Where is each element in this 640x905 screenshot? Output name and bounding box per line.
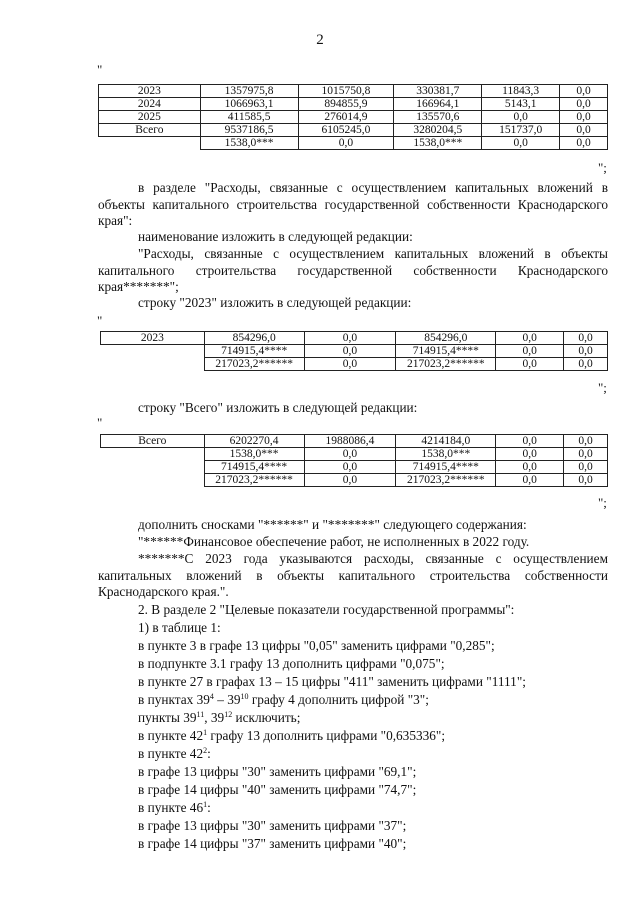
table-cell: 0,0 [304,358,396,371]
paragraph: наименование изложить в следующей редакции: [138,229,413,244]
table-cell: 0,0 [496,474,564,487]
paragraph: дополнить сносками "******" и "*******" следующего содержания: [138,517,527,532]
table-1 [98,84,608,150]
superscript: 1 [203,728,208,737]
table-3 [100,434,608,487]
table-cell: 0,0 [304,448,396,461]
paragraph: в подпункте 3.1 графу 13 дополнить цифрами "0,075"; [138,656,445,671]
paragraph: в графе 14 цифры "37" заменить цифрами "40"; [138,836,407,851]
table-row [101,474,608,487]
table-row [101,448,608,461]
table-cell: 1538,0*** [394,137,482,150]
table-cell: 0,0 [304,332,396,345]
text: в пункте 42 [138,728,204,743]
table-cell: Всего [101,435,205,448]
table-cell: 0,0 [560,124,608,137]
superscript: 1 [203,800,208,809]
table-row [101,435,608,448]
table-row [101,332,608,345]
paragraph: "******Финансовое обеспечение работ, не исполненных в 2022 году. [138,534,530,549]
close-quote: "; [598,495,607,510]
table-cell: 0,0 [304,461,396,474]
table-row [99,137,608,150]
table-cell: 0,0 [564,474,608,487]
paragraph [138,746,608,763]
table-cell: 217023,2****** [204,358,304,371]
close-quote: "; [598,380,607,395]
table-cell: 854296,0 [204,332,304,345]
paragraph: в графе 13 цифры "30" заменить цифрами "69,1"; [138,764,417,779]
table-cell [101,461,205,474]
table-cell: 0,0 [564,332,608,345]
table-cell: 0,0 [304,474,396,487]
superscript: 10 [240,692,249,701]
paragraph [138,728,608,745]
table-cell: 1538,0*** [200,137,298,150]
close-quote: "; [598,160,607,175]
table-cell: 854296,0 [396,332,496,345]
text: графу 4 дополнить цифрой "3"; [248,692,429,707]
paragraph: в пункте 27 в графах 13 – 15 цифры "411" заменить цифрами "1111"; [138,674,526,689]
table-cell: 0,0 [564,358,608,371]
superscript: 4 [209,692,214,701]
paragraph: 1) в таблице 1: [138,620,221,635]
table-cell: 1538,0*** [396,448,496,461]
table-cell: 0,0 [560,137,608,150]
table-cell: 0,0 [482,111,560,124]
table-cell [101,358,205,371]
table-cell: 6202270,4 [204,435,304,448]
paragraph [138,710,608,727]
text: графу 13 дополнить цифрами "0,635336"; [207,728,446,743]
table-cell: 2025 [99,111,201,124]
table-row [101,358,608,371]
table-cell: 2023 [99,85,201,98]
table-cell: 411585,5 [200,111,298,124]
paragraph: в разделе "Расходы, связанные с осуществлением капитальных вложений в объекты капитального строительства государственной собственности Краснодарского края": [98,180,608,228]
table-cell: 0,0 [564,448,608,461]
table-cell: 0,0 [304,345,396,358]
table-cell: 2024 [99,98,201,111]
paragraph: в графе 13 цифры "30" заменить цифрами "37"; [138,818,407,833]
table-cell: 135570,6 [394,111,482,124]
table-row [99,111,608,124]
table-row [101,345,608,358]
table-cell: 151737,0 [482,124,560,137]
paragraph: строку "2023" изложить в следующей редакции: [138,295,412,310]
table-cell [99,137,201,150]
table-cell: 0,0 [496,345,564,358]
table-cell: 166964,1 [394,98,482,111]
text: : [207,800,211,815]
table-cell: 276014,9 [298,111,394,124]
table-cell: 4214184,0 [396,435,496,448]
table-2 [100,331,608,371]
page-number: 2 [316,32,324,48]
paragraph: строку "Всего" изложить в следующей редакции: [138,400,418,415]
table-cell: 9537186,5 [200,124,298,137]
table-cell: 330381,7 [394,85,482,98]
open-quote: " [97,62,103,77]
table-cell: 1357975,8 [200,85,298,98]
superscript: 2 [203,746,208,755]
table-cell: 3280204,5 [394,124,482,137]
table-cell [101,345,205,358]
table-row [99,85,608,98]
table-cell: 0,0 [496,332,564,345]
table-cell: 0,0 [564,461,608,474]
text: в пунктах 39 [138,692,210,707]
table-cell: 1015750,8 [298,85,394,98]
table-cell: 0,0 [496,461,564,474]
table-cell: 217023,2****** [204,474,304,487]
text: : [207,746,211,761]
table-row [99,124,608,137]
text: – 39 [213,692,241,707]
text: исключить; [232,710,301,725]
table-cell: 0,0 [298,137,394,150]
table-cell: 714915,4**** [204,461,304,474]
table-cell: 217023,2****** [396,474,496,487]
paragraph: в пункте 3 в графе 13 цифры "0,05" заменить цифрами "0,285"; [138,638,495,653]
table-cell: 0,0 [496,448,564,461]
table-cell: 1988086,4 [304,435,396,448]
table-cell [101,474,205,487]
superscript: 11 [196,710,205,719]
table-row [101,461,608,474]
paragraph [138,800,608,817]
open-quote: " [97,313,103,328]
superscript: 12 [224,710,233,719]
table-cell: 0,0 [496,358,564,371]
table-cell: 5143,1 [482,98,560,111]
text: в пункте 42 [138,746,204,761]
paragraph: *******С 2023 года указываются расходы, связанные с осуществлением капитальных вложений в объекты капитального строительства собственности Краснодарского края.". [98,551,608,599]
table-cell: 11843,3 [482,85,560,98]
table-cell: 0,0 [560,85,608,98]
table-cell: Всего [99,124,201,137]
table-cell: 6105245,0 [298,124,394,137]
text: , 39 [204,710,225,725]
table-cell: 0,0 [496,435,564,448]
text: пункты 39 [138,710,197,725]
paragraph: в графе 14 цифры "40" заменить цифрами "74,7"; [138,782,417,797]
table-cell: 217023,2****** [396,358,496,371]
table-cell: 714915,4**** [396,461,496,474]
table-cell: 0,0 [560,98,608,111]
paragraph: 2. В разделе 2 "Целевые показатели государственной программы": [138,602,515,617]
table-cell: 0,0 [564,345,608,358]
table-cell: 1066963,1 [200,98,298,111]
table-row [99,98,608,111]
table-cell: 0,0 [560,111,608,124]
table-cell: 714915,4**** [204,345,304,358]
table-cell: 2023 [101,332,205,345]
paragraph: "Расходы, связанные с осуществлением капитальных вложений в объекты капитального строительства государственной собственности Краснодарского края*******"; [98,246,608,294]
table-cell: 894855,9 [298,98,394,111]
table-cell: 1538,0*** [204,448,304,461]
table-cell: 714915,4**** [396,345,496,358]
table-cell: 0,0 [482,137,560,150]
open-quote: " [97,415,103,430]
table-cell: 0,0 [564,435,608,448]
table-cell [101,448,205,461]
paragraph [138,692,608,709]
text: в пункте 46 [138,800,204,815]
